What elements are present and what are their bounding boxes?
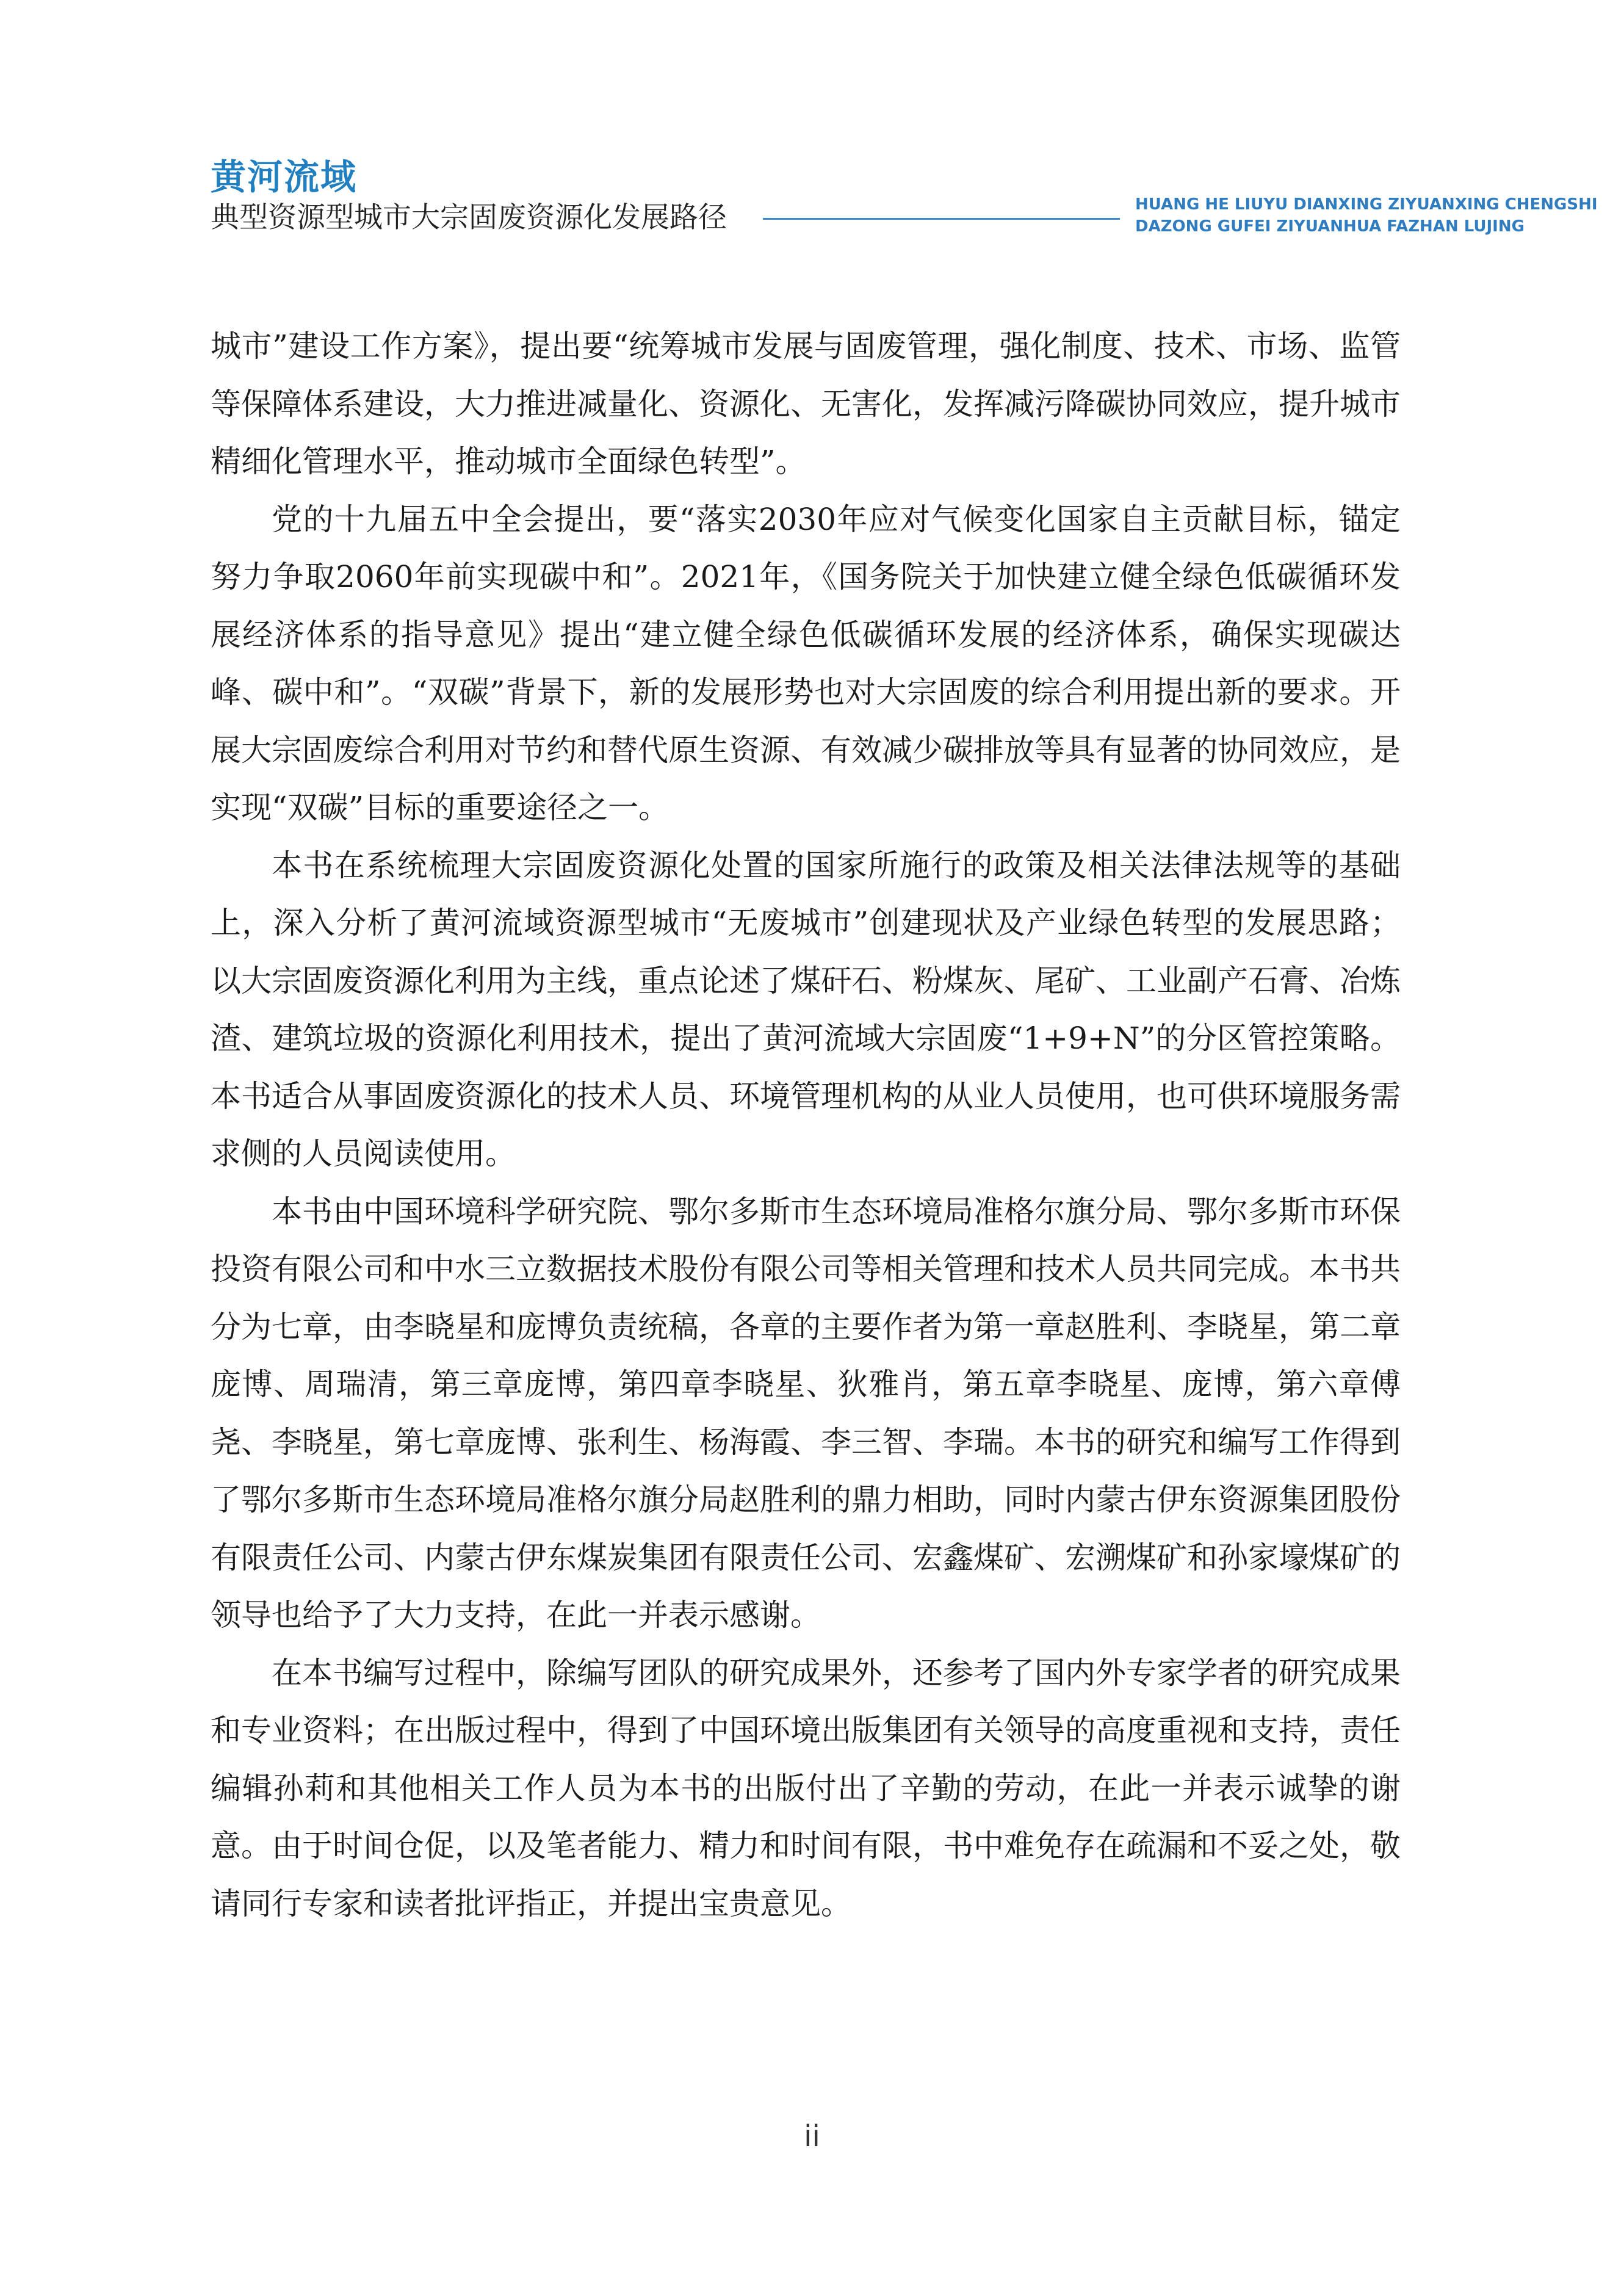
pinyin-line-2: DAZONG GUFEI ZIYUANHUA FAZHAN LUJING (1135, 217, 1525, 236)
paragraph: 本书在系统梳理大宗固废资源化处置的国家所施行的政策及相关法律法规等的基础上，深入分析了黄河流域资源型城市“无废城市”创建现状及产业绿色转型的发展思路；以大宗固废资源化利用为主线，重点论述了煤矸石、粉煤灰、尾矿、工业副产石膏、冶炼渣、建筑垃圾的资源化利用技术，提出了黄河流域大宗固废“1+9+N”的分区管控策略。本书适合从事固废资源化的技术人员、环境管理机构的从业人员使用，也可供环境服务需求侧的人员阅读使用。 (211, 847, 1401, 1171)
book-subtitle: 典型资源型城市大宗固废资源化发展路径 (211, 201, 727, 234)
paragraph: 在本书编写过程中，除编写团队的研究成果外，还参考了国内外专家学者的研究成果和专业资料；在出版过程中，得到了中国环境出版集团有关领导的高度重视和支持，责任编辑孙莉和其他相关工作人员为本书的出版付出了辛勤的劳动，在此一并表示诚挚的谢意。由于时间仓促，以及笔者能力、精力和时间有限，书中难免存在疏漏和不妥之处，敬请同行专家和读者批评指正，并提出宝贵意见。 (211, 1655, 1401, 1921)
paragraph: 城市”建设工作方案》，提出要“统筹城市发展与固废管理，强化制度、技术、市场、监管等保障体系建设，大力推进减量化、资源化、无害化，发挥减污降碳协同效应，提升城市精细化管理水平，推动城市全面绿色转型”。 (211, 328, 1401, 479)
book-title: 黄河流域 (211, 156, 358, 198)
paragraph: 本书由中国环境科学研究院、鄂尔多斯市生态环境局准格尔旗分局、鄂尔多斯市环保投资有限公司和中水三立数据技术股份有限公司等相关管理和技术人员共同完成。本书共分为七章，由李晓星和庞博负责统稿，各章的主要作者为第一章赵胜利、李晓星，第二章庞博、周瑞清，第三章庞博，第四章李晓星、狄雅肖，第五章李晓星、庞博，第六章傅尧、李晓星，第七章庞博、张利生、杨海霞、李三智、李瑞。本书的研究和编写工作得到了鄂尔多斯市生态环境局准格尔旗分局赵胜利的鼎力相助，同时内蒙古伊东资源集团股份有限责任公司、内蒙古伊东煤炭集团有限责任公司、宏鑫煤矿、宏溯煤矿和孙家壕煤矿的领导也给予了大力支持，在此一并表示感谢。 (211, 1193, 1401, 1633)
paragraph: 党的十九届五中全会提出，要“落实2030年应对气候变化国家自主贡献目标，锚定努力争取2060年前实现碳中和”。2021年，《国务院关于加快建立健全绿色低碳循环发展经济体系的指导意见》提出“建立健全绿色低碳循环发展的经济体系，确保实现碳达峰、碳中和”。“双碳”背景下，新的发展形势也对大宗固废的综合利用提出新的要求。开展大宗固废综合利用对节约和替代原生资源、有效减少碳排放等具有显著的协同效应，是实现“双碳”目标的重要途径之一。 (211, 501, 1401, 825)
header-divider (763, 218, 1120, 220)
book-title-pinyin (1135, 193, 1598, 237)
pinyin-line-1: HUANG HE LIUYU DIANXING ZIYUANXING CHENGSHI (1135, 195, 1598, 214)
running-header (211, 156, 1598, 241)
preface-body (211, 317, 1401, 1932)
page-number: ii (804, 2119, 820, 2153)
